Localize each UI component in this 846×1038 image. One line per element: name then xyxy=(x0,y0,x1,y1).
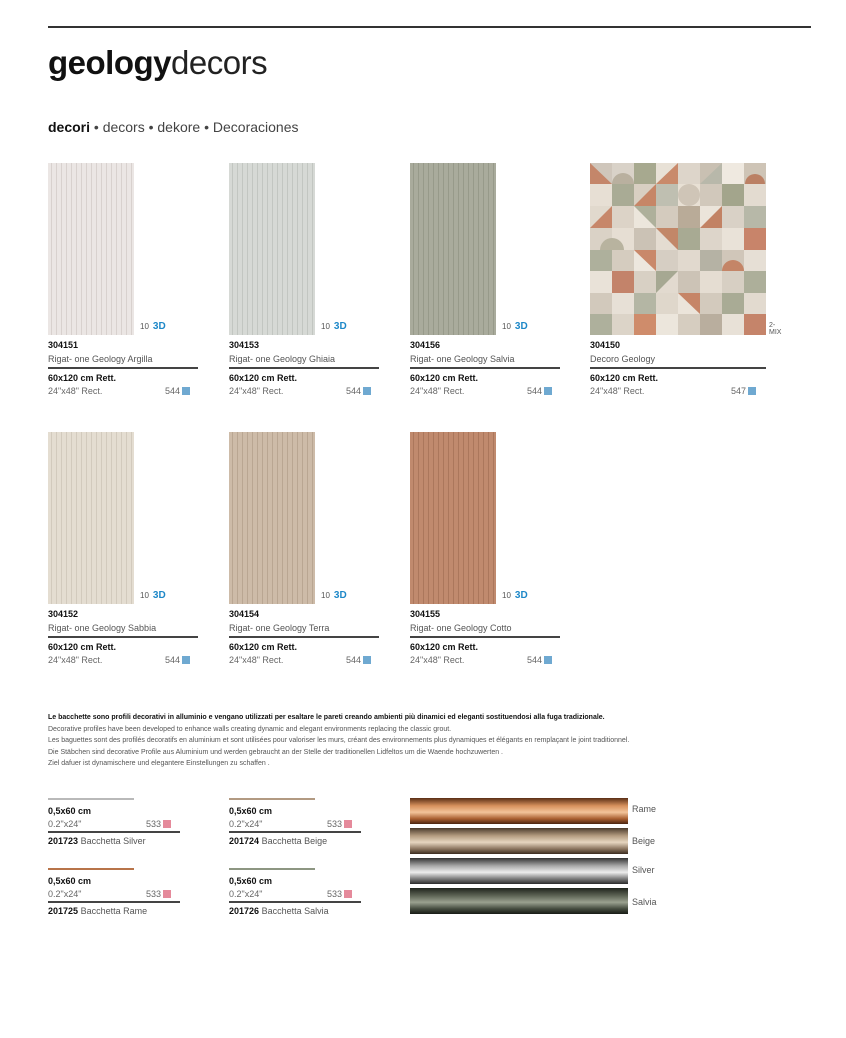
price-swatch xyxy=(163,820,171,828)
tile-rule xyxy=(410,636,560,638)
bacchetta-label xyxy=(48,906,147,916)
price-swatch xyxy=(544,656,552,664)
tile-inch: 24"x48" Rect. xyxy=(590,386,645,396)
price-code: 544 xyxy=(527,386,543,396)
note-italian: Le bacchette sono profili decorativi in alluminio e vengano utilizzati per esaltare le pareti creando ambienti più dinamici ed eleganti sostituendosi alla fuga tradizionale. xyxy=(48,714,605,721)
tile-price xyxy=(346,655,371,665)
bacchetta-code: 201723 xyxy=(48,836,79,846)
tile-inch: 24"x48" Rect. xyxy=(48,386,103,396)
price-code: 533 xyxy=(327,819,343,829)
subhead-bold: decori xyxy=(48,119,91,135)
tile-price xyxy=(165,386,190,396)
rod-silver xyxy=(410,858,628,884)
section-subhead xyxy=(48,119,298,135)
tile-inch: 24"x48" Rect. xyxy=(229,386,284,396)
tile-code: 304152 xyxy=(48,609,79,619)
bacchetta-name: Bacchetta Silver xyxy=(80,836,146,846)
tile-price xyxy=(346,386,371,396)
tile-badges xyxy=(502,590,528,601)
bacchetta-rule xyxy=(229,901,361,903)
tile-swatch xyxy=(229,432,315,604)
mix-badge: 2-MIX xyxy=(769,322,782,336)
tile-badges xyxy=(321,590,347,601)
rod-label-rame: Rame xyxy=(632,804,657,814)
price-code: 544 xyxy=(165,386,181,396)
bacchetta-size: 0,5x60 cm xyxy=(48,806,92,816)
bacchetta-name: Bacchetta Rame xyxy=(80,906,148,916)
bacchetta-inch: 0.2"x24" xyxy=(48,889,82,899)
tile-rule xyxy=(229,636,379,638)
product-tile-304154[interactable] xyxy=(229,432,379,672)
badge-10: 10 xyxy=(321,322,330,331)
tile-price xyxy=(527,655,552,665)
bacchetta-item-201723[interactable] xyxy=(48,798,183,850)
tile-swatch xyxy=(229,163,315,335)
bacchetta-price xyxy=(327,819,352,829)
bacchetta-inch: 0.2"x24" xyxy=(48,819,82,829)
price-code: 533 xyxy=(146,819,162,829)
tile-rule xyxy=(229,367,379,369)
tile-name: Decoro Geology xyxy=(590,354,656,364)
price-code: 544 xyxy=(165,655,181,665)
tile-inch: 24"x48" Rect. xyxy=(229,655,284,665)
decor-pattern-swatch xyxy=(590,163,766,335)
tile-code: 304153 xyxy=(229,340,260,350)
price-swatch xyxy=(363,656,371,664)
rod-label-salvia: Salvia xyxy=(632,897,657,907)
product-tile-304156[interactable] xyxy=(410,163,560,403)
badge-3d: 3D xyxy=(514,321,528,332)
product-tile-304152[interactable] xyxy=(48,432,198,672)
price-swatch xyxy=(363,387,371,395)
tile-inch: 24"x48" Rect. xyxy=(410,655,465,665)
bacchetta-size: 0,5x60 cm xyxy=(229,876,273,886)
price-swatch xyxy=(344,890,352,898)
title-bold: geology xyxy=(48,44,172,81)
bacchetta-size: 0,5x60 cm xyxy=(48,876,92,886)
tile-rule xyxy=(48,367,198,369)
badge-3d: 3D xyxy=(333,321,347,332)
tile-price xyxy=(731,386,756,396)
tile-name: Rigat- one Geology Sabbia xyxy=(48,623,157,633)
tile-code: 304151 xyxy=(48,340,79,350)
bacchetta-color-line xyxy=(48,868,134,870)
tile-price xyxy=(527,386,552,396)
bacchetta-inch: 0.2"x24" xyxy=(229,889,263,899)
tile-size: 60x120 cm Rett. xyxy=(590,373,659,383)
bacchetta-item-201725[interactable] xyxy=(48,868,183,920)
price-code: 547 xyxy=(731,386,747,396)
rod-rame xyxy=(410,798,628,824)
note-german: Die Stäbchen sind decorative Profile aus Aluminium und werden gebraucht an der Stelle der traditionellen Lidfeltos um die Waende hochzuwerten . xyxy=(48,748,504,756)
tile-name: Rigat- one Geology Cotto xyxy=(410,623,512,633)
tile-swatch xyxy=(48,432,134,604)
page-title xyxy=(48,44,267,82)
badge-3d: 3D xyxy=(152,321,166,332)
bacchetta-code: 201726 xyxy=(229,906,260,916)
tile-size: 60x120 cm Rett. xyxy=(48,642,117,652)
bacchetta-color-line xyxy=(229,798,315,800)
bacchetta-rule xyxy=(48,901,180,903)
price-swatch xyxy=(182,656,190,664)
badge-10: 10 xyxy=(502,322,511,331)
tile-name: Rigat- one Geology Ghiaia xyxy=(229,354,336,364)
badge-10: 10 xyxy=(321,591,330,600)
rod-beige xyxy=(410,828,628,854)
bacchetta-price xyxy=(146,889,171,899)
badge-3d: 3D xyxy=(514,590,528,601)
bacchetta-name: Bacchetta Salvia xyxy=(261,906,329,916)
tile-size: 60x120 cm Rett. xyxy=(229,373,298,383)
note-english: Decorative profiles have been developed to enhance walls creating dynamic and elegant environments replacing the classic grout. xyxy=(48,725,452,733)
top-rule xyxy=(48,26,811,28)
tile-name: Rigat- one Geology Argilla xyxy=(48,354,153,364)
badge-10: 10 xyxy=(502,591,511,600)
badge-10: 10 xyxy=(140,591,149,600)
price-swatch xyxy=(344,820,352,828)
rod-label-beige: Beige xyxy=(632,836,656,846)
note-french: Les baguettes sont des profilés decoratifs en aluminium et sont utilisées pour valoriser les murs, créant des environnements plus dynamiques et élégants en remplaçant le joint traditionnel. xyxy=(48,737,630,744)
tile-size: 60x120 cm Rett. xyxy=(48,373,117,383)
tile-badges xyxy=(321,321,347,332)
bacchetta-label xyxy=(229,836,327,846)
tile-inch: 24"x48" Rect. xyxy=(48,655,103,665)
tile-code: 304154 xyxy=(229,609,260,619)
title-light: decors xyxy=(171,44,268,81)
tile-name: Rigat- one Geology Salvia xyxy=(410,354,515,364)
badge-3d: 3D xyxy=(333,590,347,601)
tile-badges xyxy=(140,321,166,332)
price-code: 544 xyxy=(346,386,362,396)
rod-label-silver: Silver xyxy=(632,865,655,875)
tile-inch: 24"x48" Rect. xyxy=(410,386,465,396)
price-code: 544 xyxy=(527,655,543,665)
tile-swatch xyxy=(410,432,496,604)
bacchetta-code: 201724 xyxy=(229,836,260,846)
note-spanish: Ziel dafuer ist dynamischere und elegantere Einstellungen zu schaffen . xyxy=(48,760,270,767)
tile-badges xyxy=(502,321,528,332)
product-tile-304151[interactable] xyxy=(48,163,198,403)
product-tile-304155[interactable] xyxy=(410,432,560,672)
rod-salvia xyxy=(410,888,628,914)
bacchette-description xyxy=(48,712,818,770)
price-code: 533 xyxy=(327,889,343,899)
tile-code: 304156 xyxy=(410,340,441,350)
bacchetta-price xyxy=(327,889,352,899)
tile-price xyxy=(165,655,190,665)
bacchetta-name: Bacchetta Beige xyxy=(261,836,328,846)
tile-swatch xyxy=(410,163,496,335)
tile-badges xyxy=(140,590,166,601)
bacchetta-size: 0,5x60 cm xyxy=(229,806,273,816)
tile-rule xyxy=(590,367,766,369)
badge-3d: 3D xyxy=(152,590,166,601)
price-code: 544 xyxy=(346,655,362,665)
bacchetta-color-line xyxy=(229,868,315,870)
bacchetta-item-201724[interactable] xyxy=(229,798,364,850)
bacchetta-code: 201725 xyxy=(48,906,79,916)
badge-10: 10 xyxy=(140,322,149,331)
product-tile-304153[interactable] xyxy=(229,163,379,403)
tile-swatch xyxy=(48,163,134,335)
bacchetta-rule xyxy=(48,831,180,833)
tile-size: 60x120 cm Rett. xyxy=(410,373,479,383)
bacchetta-item-201726[interactable] xyxy=(229,868,364,920)
tile-rule xyxy=(48,636,198,638)
price-swatch xyxy=(182,387,190,395)
tile-size: 60x120 cm Rett. xyxy=(229,642,298,652)
bacchetta-price xyxy=(146,819,171,829)
tile-code: 304150 xyxy=(590,340,621,350)
tile-size: 60x120 cm Rett. xyxy=(410,642,479,652)
product-tile-304150[interactable] xyxy=(590,163,782,403)
price-swatch xyxy=(544,387,552,395)
price-code: 533 xyxy=(146,889,162,899)
bacchetta-label xyxy=(229,906,329,916)
price-swatch xyxy=(163,890,171,898)
bacchetta-label xyxy=(48,836,146,846)
price-swatch xyxy=(748,387,756,395)
bacchetta-rule xyxy=(229,831,361,833)
tile-name: Rigat- one Geology Terra xyxy=(229,623,330,633)
tile-code: 304155 xyxy=(410,609,441,619)
bacchetta-color-line xyxy=(48,798,134,800)
bacchetta-inch: 0.2"x24" xyxy=(229,819,263,829)
tile-rule xyxy=(410,367,560,369)
subhead-rest: • decors • dekore • Decoraciones xyxy=(90,119,299,135)
